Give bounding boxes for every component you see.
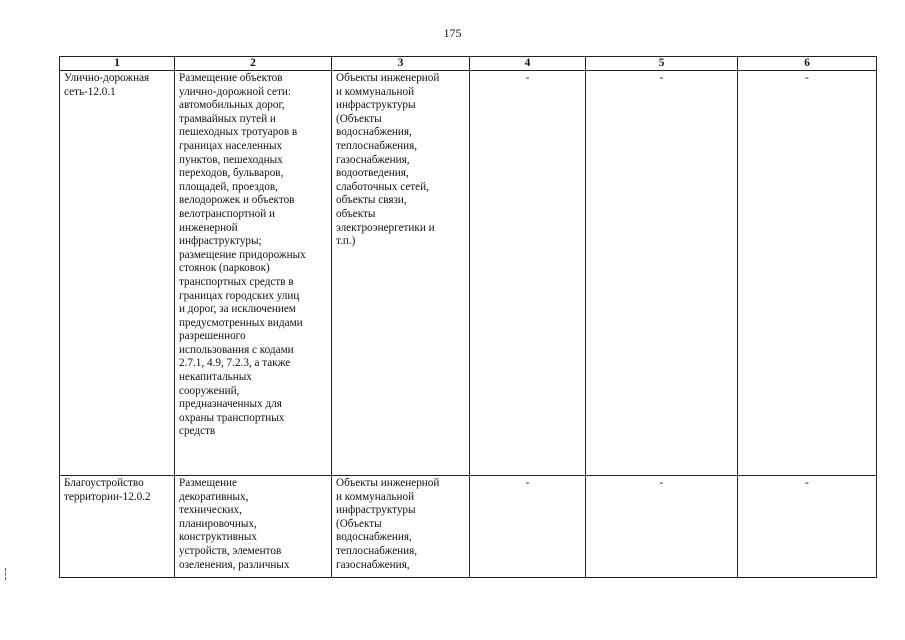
column-header-3: 3: [332, 57, 470, 71]
table-row: [60, 71, 877, 476]
column-header-4: 4: [470, 57, 586, 71]
land-use-type-cell: Благоустройство территории-12.0.2: [60, 476, 175, 578]
column-header-1: 1: [60, 57, 175, 71]
land-use-description-cell: Размещение объектов улично-дорожной сети: автомобильных дорог, трамвайных путей и пешеходных тротуаров в границах населенных пунктов, пешеходных переходов, бульваров, площадей, проездов, велодорожек и объектов велотранспортной и инженерной инфраструктуры; размещение придорожных стоянок (парковок) транспортных средств в границах городских улиц и дорог, за исключением предусмотренных видами разрешенного использования с кодами 2.7.1, 4.9, 7.2.3, а также некапитальных сооружений, предназначенных для охраны транспортных средств: [175, 71, 332, 476]
table-row: [60, 476, 877, 578]
column-4-cell: -: [470, 71, 586, 476]
table-header-row: [60, 57, 877, 71]
column-5-cell: -: [586, 71, 738, 476]
land-use-type-cell: Улично-дорожная сеть-12.0.1: [60, 71, 175, 476]
land-use-description-cell: Размещение декоративных, технических, планировочных, конструктивных устройств, элементов озеленения, различных: [175, 476, 332, 578]
land-use-table: [59, 56, 877, 578]
column-6-cell: -: [738, 71, 877, 476]
column-5-cell: -: [586, 476, 738, 578]
column-header-2: 2: [175, 57, 332, 71]
page-number: 175: [443, 26, 462, 40]
scan-margin-mark: [5, 568, 8, 580]
permitted-objects-cell: Объекты инженерной и коммунальной инфраструктуры (Объекты водоснабжения, теплоснабжения, газоснабжения,: [332, 476, 470, 578]
column-6-cell: -: [738, 476, 877, 578]
column-header-5: 5: [586, 57, 738, 71]
column-header-6: 6: [738, 57, 877, 71]
permitted-objects-cell: Объекты инженерной и коммунальной инфраструктуры (Объекты водоснабжения, теплоснабжения, газоснабжения, водоотведения, слаботочных сетей, объекты связи, объекты электроэнергетики и т.п.): [332, 71, 470, 476]
column-4-cell: -: [470, 476, 586, 578]
